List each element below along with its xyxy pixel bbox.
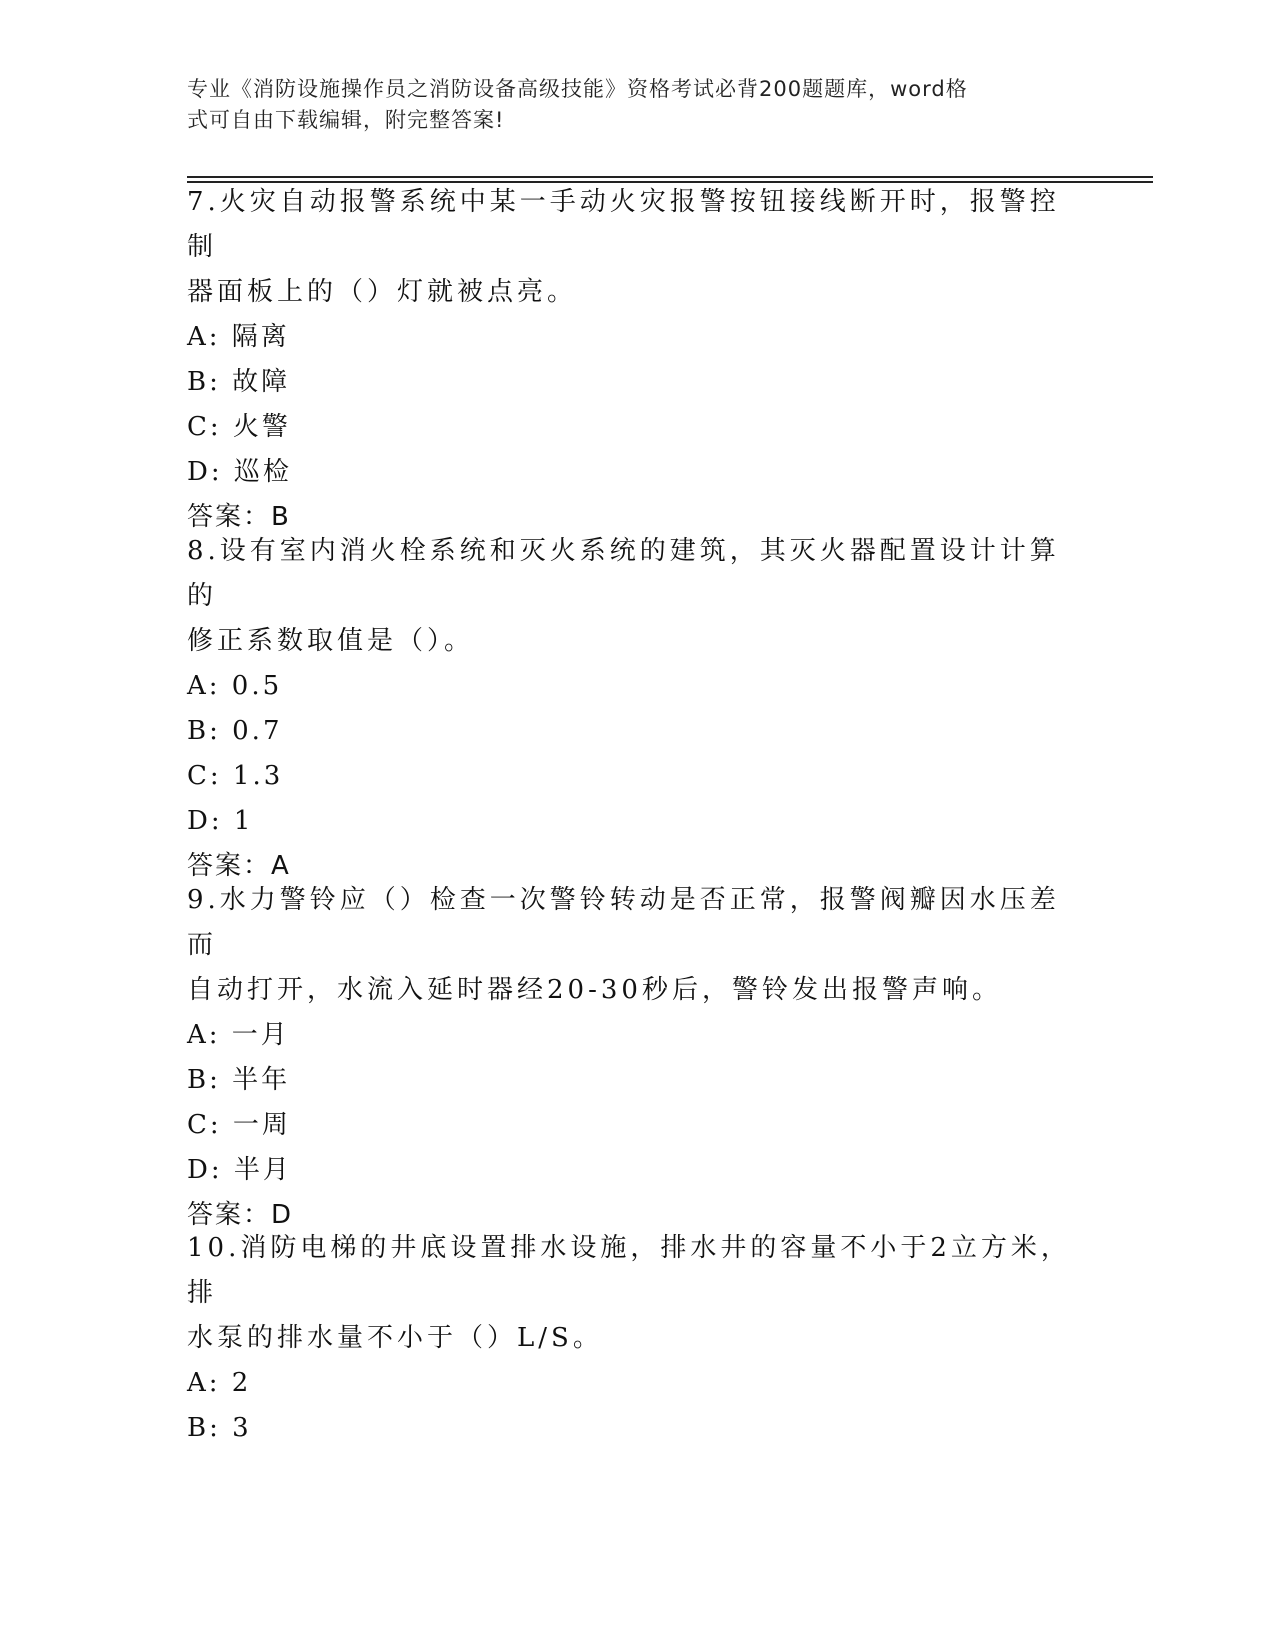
question-text-line: 水泵的排水量不小于（）L/S。	[187, 1323, 603, 1353]
option-b: B: 故障	[187, 367, 291, 397]
question-7	[187, 180, 1087, 540]
answer: 答案：B	[187, 502, 291, 532]
answer: 答案：A	[187, 851, 291, 881]
question-text-line: 9.水力警铃应（）检查一次警铃转动是否正常，报警阀瓣因水压差而	[187, 885, 1060, 960]
question-8	[187, 529, 1087, 889]
option-b: B: 0.7	[187, 716, 283, 746]
question-text-line: 10.消防电梯的井底设置排水设施，排水井的容量不小于2立方米，排	[187, 1233, 1071, 1308]
question-9	[187, 878, 1087, 1238]
header-line-1: 专业《消防设施操作员之消防设备高级技能》资格考试必背200题题库，word格	[187, 77, 968, 101]
option-c: C: 火警	[187, 412, 291, 442]
option-a: A: 一月	[187, 1020, 290, 1050]
option-d: D: 巡检	[187, 457, 292, 487]
question-text-line: 8.设有室内消火栓系统和灭火系统的建筑，其灭火器配置设计计算的	[187, 536, 1060, 611]
header-line-2: 式可自由下载编辑，附完整答案!	[187, 108, 505, 132]
option-b: B: 半年	[187, 1065, 291, 1095]
option-d: D: 半月	[187, 1155, 292, 1185]
question-text-line: 器面板上的（）灯就被点亮。	[187, 277, 578, 307]
option-a: A: 2	[187, 1368, 252, 1398]
option-d: D: 1	[187, 806, 254, 836]
question-text-line: 自动打开，水流入延时器经20-30秒后，警铃发出报警声响。	[187, 975, 1002, 1005]
option-c: C: 一周	[187, 1110, 291, 1140]
document-header	[187, 74, 1067, 136]
option-b: B: 3	[187, 1413, 252, 1443]
question-10	[187, 1226, 1087, 1451]
option-a: A: 隔离	[187, 322, 290, 352]
header-divider-top	[187, 176, 1153, 178]
option-c: C: 1.3	[187, 761, 284, 791]
question-text-line: 7.火灾自动报警系统中某一手动火灾报警按钮接线断开时，报警控制	[187, 187, 1060, 262]
answer: 答案：D	[187, 1200, 294, 1230]
option-a: A: 0.5	[187, 671, 283, 701]
question-text-line: 修正系数取值是（）。	[187, 626, 475, 656]
